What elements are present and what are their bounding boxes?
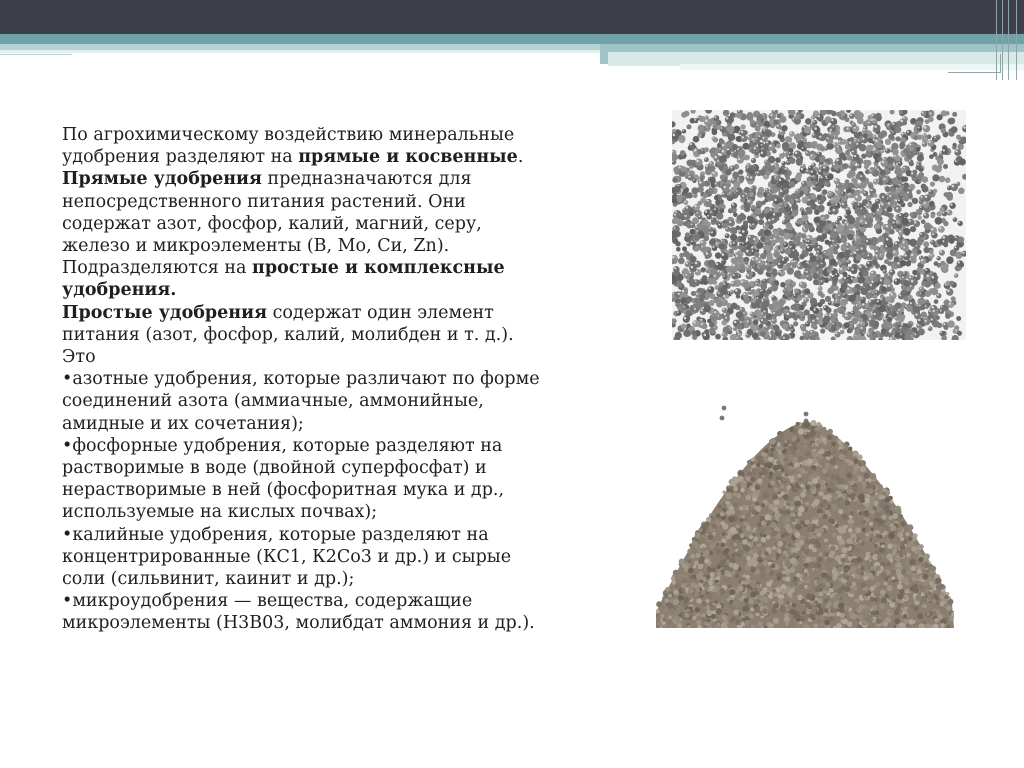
text-run: •фосфорные удобрения, которые разделяют на: [62, 435, 503, 456]
text-line: [62, 524, 632, 546]
text-run: соединений азота (аммиачные, аммонийные,: [62, 391, 484, 412]
granules-pile-image: [656, 400, 954, 628]
text-run: удобрения разделяют на: [62, 147, 299, 168]
text-run: микроэлементы (Н3В03, молибдат аммония и др.).: [62, 613, 535, 634]
text-line: [62, 568, 632, 590]
header-band-teal: [0, 34, 1024, 44]
text-line: [62, 368, 632, 390]
text-line: [62, 168, 632, 190]
bold-term: Прямые удобрения: [62, 169, 262, 190]
text-run: амидные и их сочетания);: [62, 413, 304, 434]
top-bar: [0, 0, 1024, 34]
text-run: железо и микроэлементы (В, Мо, Си, Zn).: [62, 236, 450, 257]
granules-pile-photo: [656, 400, 954, 628]
granules-gray-photo: [672, 110, 966, 340]
text-line: [62, 257, 632, 279]
text-line: [62, 612, 632, 634]
text-line: [62, 501, 632, 523]
slide-body-text: [62, 124, 632, 635]
bold-term: простые и комплексные: [252, 258, 505, 279]
granules-gray-image: [672, 110, 966, 340]
text-line: [62, 124, 632, 146]
text-line: [62, 546, 632, 568]
text-line: [62, 279, 632, 301]
bold-term: Простые удобрения: [62, 302, 268, 323]
text-run: соли (сильвинит, каинит и др.);: [62, 569, 355, 590]
text-line: [62, 413, 632, 435]
text-line: [62, 457, 632, 479]
text-run: непосредственного питания растений. Они: [62, 191, 466, 212]
text-run: концентрированные (КС1, К2Со3 и др.) и сырые: [62, 546, 512, 567]
text-line: [62, 213, 632, 235]
bold-term: удобрения.: [62, 280, 177, 301]
text-line: [62, 479, 632, 501]
text-run: содержат азот, фосфор, калий, магний, серу,: [62, 213, 482, 234]
text-run: растворимые в воде (двойной суперфосфат) и: [62, 458, 487, 479]
text-run: предназначаются для: [261, 169, 472, 190]
right-rails: [994, 0, 1024, 80]
text-run: нерастворимые в ней (фосфоритная мука и др.,: [62, 480, 505, 501]
text-run: питания (азот, фосфор, калий, молибден и т. д.).: [62, 324, 514, 345]
text-run: По агрохимическому воздействию минеральные: [62, 125, 515, 145]
text-run: •калийные удобрения, которые разделяют на: [62, 524, 489, 545]
bold-term: прямые и косвенные: [298, 147, 518, 168]
text-line: [62, 146, 632, 168]
text-line: [62, 191, 632, 213]
text-run: Подразделяются на: [62, 258, 253, 279]
text-run: содержат один элемент: [267, 302, 494, 323]
text-line: [62, 346, 632, 368]
text-run: •азотные удобрения, которые различают по форме: [62, 369, 540, 390]
text-line: [62, 324, 632, 346]
text-line: [62, 235, 632, 257]
text-line: [62, 590, 632, 612]
text-line: [62, 302, 632, 324]
text-run: используемые на кислых почвах);: [62, 502, 378, 523]
text-line: [62, 435, 632, 457]
header-left-hook: [0, 44, 72, 55]
text-run: •микроудобрения — вещества, содержащие: [62, 591, 473, 612]
text-run: Это: [62, 347, 96, 368]
text-run: .: [517, 147, 524, 168]
text-line: [62, 390, 632, 412]
